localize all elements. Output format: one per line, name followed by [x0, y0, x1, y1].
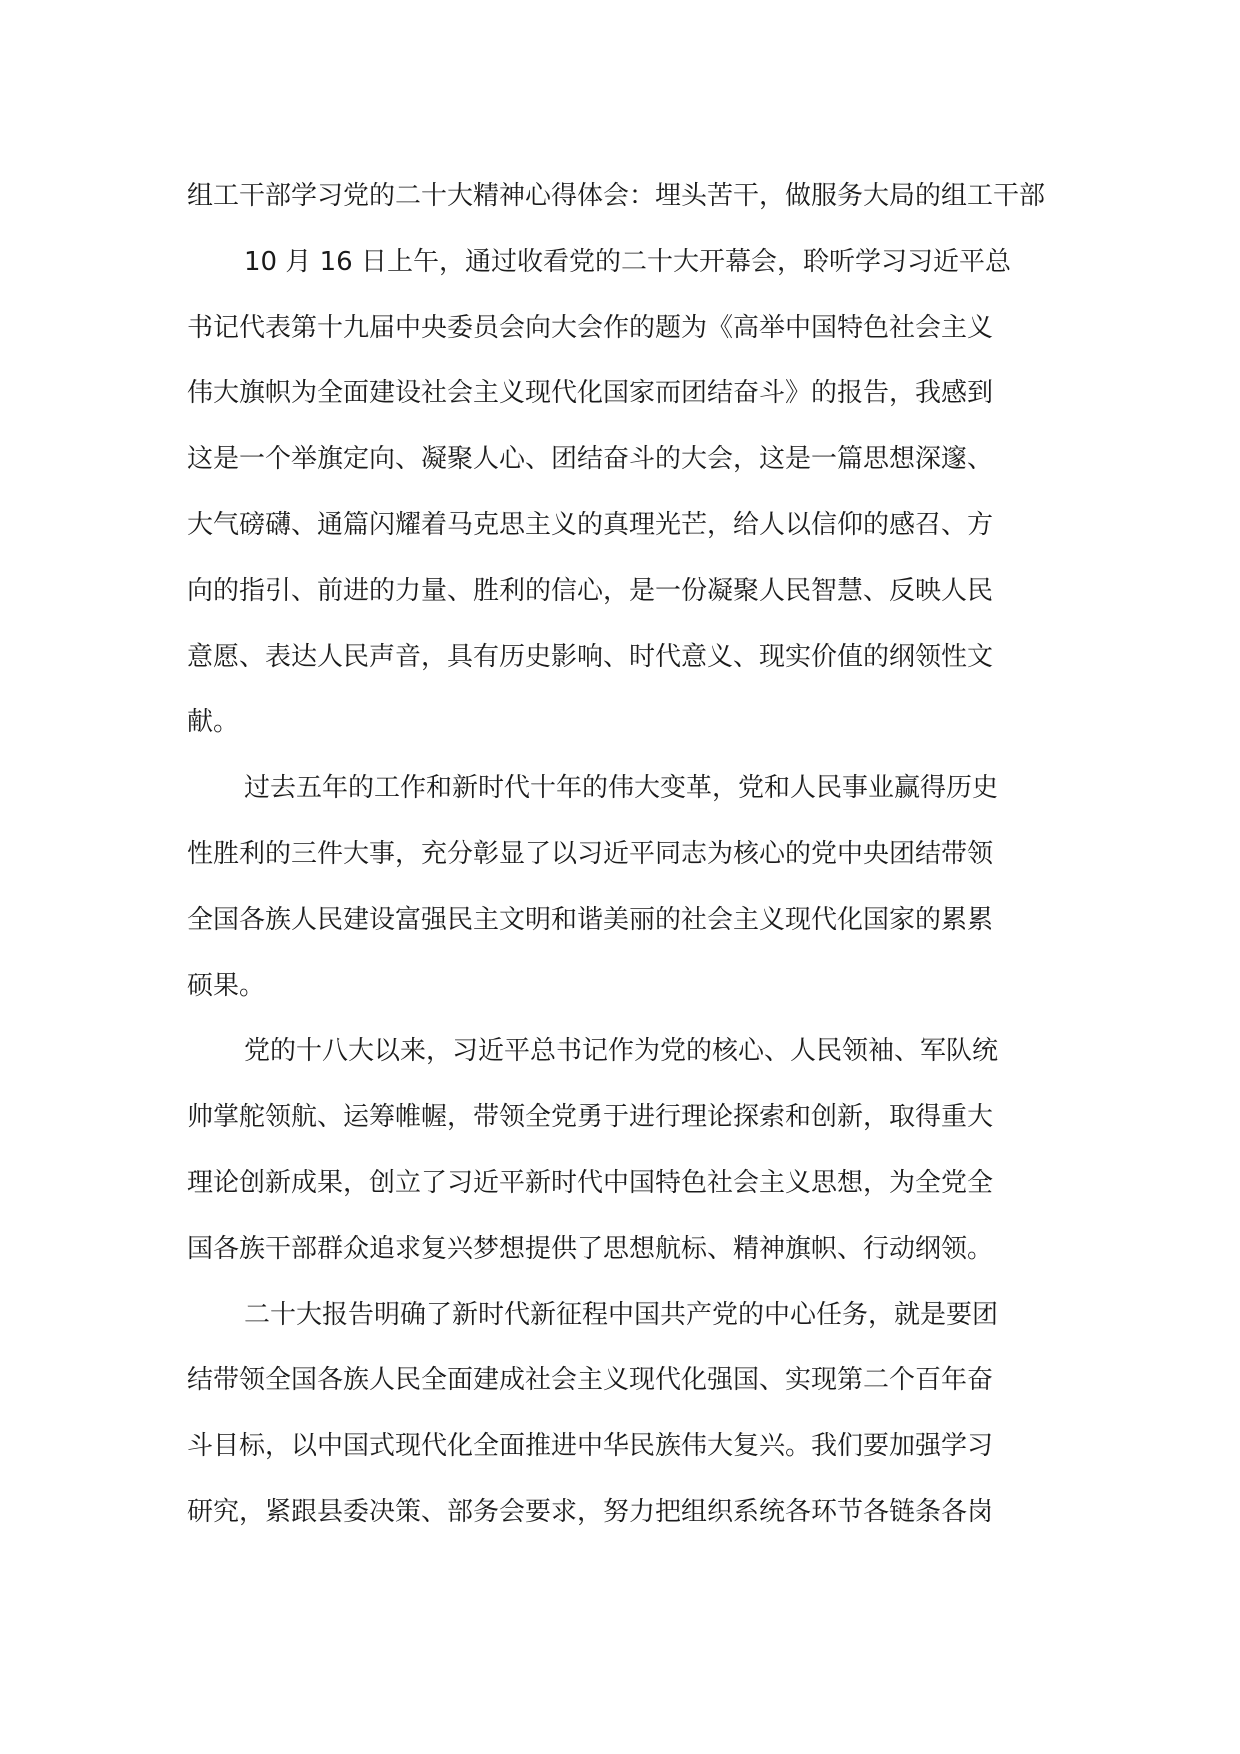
paragraph-1-line-5: 大气磅礴、通篇闪耀着马克思主义的真理光芒，给人以信仰的感召、方	[187, 509, 994, 540]
paragraph-1-line-6: 向的指引、前进的力量、胜利的信心，是一份凝聚人民智慧、反映人民	[187, 575, 994, 606]
paragraph-1-line-3: 伟大旗帜为全面建设社会主义现代化国家而团结奋斗》的报告，我感到	[187, 378, 994, 409]
paragraph-4-line-4: 研究，紧跟县委决策、部务会要求，努力把组织系统各环节各链条各岗	[187, 1496, 994, 1527]
paragraph-2-line-3: 全国各族人民建设富强民主文明和谐美丽的社会主义现代化国家的累累	[187, 904, 994, 935]
paragraph-2-line-4: 硕果。	[187, 970, 266, 1001]
paragraph-4-line-1: 二十大报告明确了新时代新征程中国共产党的中心任务，就是要团	[244, 1299, 999, 1330]
paragraph-3-line-1: 党的十八大以来，习近平总书记作为党的核心、人民领袖、军队统	[244, 1036, 999, 1067]
paragraph-4-line-2: 结带领全国各族人民全面建成社会主义现代化强国、实现第二个百年奋	[187, 1365, 994, 1396]
paragraph-1-line-4: 这是一个举旗定向、凝聚人心、团结奋斗的大会，这是一篇思想深邃、	[187, 444, 994, 475]
paragraph-1-line-2: 书记代表第十九届中央委员会向大会作的题为《高举中国特色社会主义	[187, 312, 994, 343]
paragraph-2-line-1: 过去五年的工作和新时代十年的伟大变革，党和人民事业赢得历史	[244, 773, 999, 804]
paragraph-1-line-7: 意愿、表达人民声音，具有历史影响、时代意义、现实价值的纲领性文	[187, 641, 994, 672]
paragraph-1-line-1: 10 月 16 日上午，通过收看党的二十大开幕会，聆听学习习近平总	[244, 246, 1011, 277]
paragraph-3-line-4: 国各族干部群众追求复兴梦想提供了思想航标、精神旗帜、行动纲领。	[187, 1233, 994, 1264]
paragraph-2-line-2: 性胜利的三件大事，充分彰显了以习近平同志为核心的党中央团结带领	[187, 838, 994, 869]
paragraph-1-line-8: 献。	[187, 707, 240, 738]
document-body	[187, 164, 1067, 1546]
paragraph-4-line-3: 斗目标，以中国式现代化全面推进中华民族伟大复兴。我们要加强学习	[187, 1431, 994, 1462]
paragraph-3-line-2: 帅掌舵领航、运筹帷幄，带领全党勇于进行理论探索和创新，取得重大	[187, 1102, 994, 1133]
paragraph-3-line-3: 理论创新成果，创立了习近平新时代中国特色社会主义思想，为全党全	[187, 1167, 994, 1198]
document-title: 组工干部学习党的二十大精神心得体会：埋头苦干，做服务大局的组工干部	[187, 181, 1046, 211]
